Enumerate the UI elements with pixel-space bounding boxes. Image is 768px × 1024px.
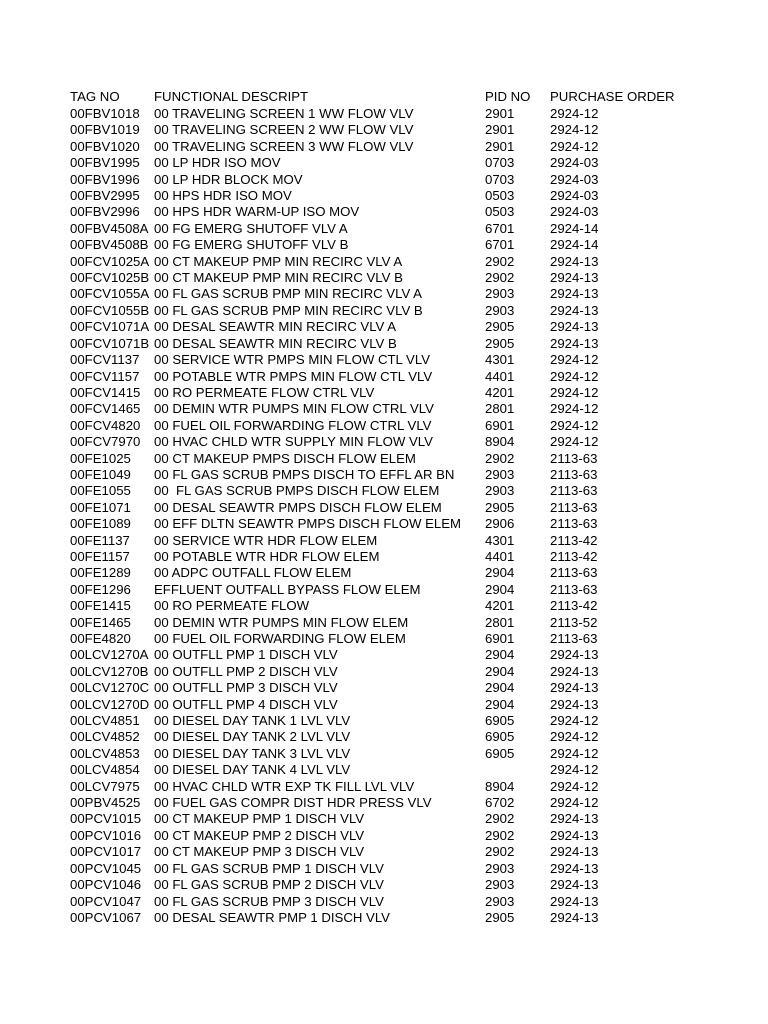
tag-no-cell: 00FE1296 xyxy=(70,581,131,597)
tag-no-cell: 00LCV1270C xyxy=(70,680,150,696)
pid-no-cell: 2903 xyxy=(485,877,515,893)
purchase-order-cell: 2113-63 xyxy=(550,450,598,466)
functional-descript-cell: 00 OUTFLL PMP 4 DISCH VLV xyxy=(154,696,338,712)
functional-descript-cell: 00 DEMIN WTR PUMPS MIN FLOW ELEM xyxy=(154,614,409,630)
tag-no-cell: 00FCV1157 xyxy=(70,368,140,384)
pid-no-cell: 4401 xyxy=(485,548,515,564)
instrument-table xyxy=(70,89,690,926)
purchase-order-cell: 2924-12 xyxy=(550,778,599,794)
tag-no-cell: 00FCV1071A xyxy=(70,319,150,335)
table-row xyxy=(70,369,690,385)
functional-descript-cell: 00 FUEL GAS COMPR DIST HDR PRESS VLV xyxy=(154,795,432,811)
table-row xyxy=(70,713,690,729)
table-row xyxy=(70,746,690,762)
functional-descript-cell: 00 FUEL OIL FORWARDING FLOW ELEM xyxy=(154,631,406,646)
tag-no-cell: 00LCV4852 xyxy=(70,729,140,745)
tag-no-cell: 00FE1049 xyxy=(70,466,131,482)
table-row xyxy=(70,910,690,926)
table-row xyxy=(70,516,690,532)
functional-descript-cell: 00 HVAC CHLD WTR SUPPLY MIN FLOW VLV xyxy=(154,434,433,450)
table-row xyxy=(70,122,690,138)
pid-no-cell: 8904 xyxy=(485,778,515,794)
purchase-order-cell: 2924-12 xyxy=(550,106,599,121)
pid-no-cell: 2904 xyxy=(485,565,515,581)
purchase-order-cell: 2924-13 xyxy=(550,647,599,663)
pid-no-cell: 6701 xyxy=(485,237,515,253)
purchase-order-cell: 2924-03 xyxy=(550,188,599,204)
pid-no-cell: 2905 xyxy=(485,499,515,515)
table-row xyxy=(70,680,690,696)
purchase-order-cell: 2924-14 xyxy=(550,220,599,236)
pid-no-cell: 6901 xyxy=(485,631,515,646)
table-row xyxy=(70,500,690,516)
table-row xyxy=(70,188,690,204)
pid-no-cell: 2902 xyxy=(485,844,515,860)
tag-no-cell: 00FBV1020 xyxy=(70,138,140,154)
tag-no-cell: 00FCV1071B xyxy=(70,335,150,351)
pid-no-cell: 2905 xyxy=(485,319,515,335)
table-row xyxy=(70,467,690,483)
functional-descript-cell: 00 HVAC CHLD WTR EXP TK FILL LVL VLV xyxy=(154,778,415,794)
purchase-order-cell: 2924-12 xyxy=(550,401,599,417)
pid-no-cell: 0703 xyxy=(485,171,515,187)
purchase-order-cell: 2924-12 xyxy=(550,713,599,729)
table-row xyxy=(70,286,690,302)
purchase-order-cell: 2113-63 xyxy=(550,466,598,482)
functional-descript-cell: EFFLUENT OUTFALL BYPASS FLOW ELEM xyxy=(154,581,421,597)
functional-descript-cell: 00 FG EMERG SHUTOFF VLV A xyxy=(154,220,348,236)
spreadsheet-page xyxy=(70,89,690,926)
pid-no-cell: 2901 xyxy=(485,122,515,138)
purchase-order-cell: 2924-13 xyxy=(550,335,599,351)
pid-no-cell: 4401 xyxy=(485,368,515,384)
tag-no-cell: 00PCV1017 xyxy=(70,844,142,860)
purchase-order-cell: 2113-63 xyxy=(550,483,598,499)
functional-descript-cell: 00 HPS HDR ISO MOV xyxy=(154,188,292,204)
table-row xyxy=(70,664,690,680)
tag-no-cell: 00PCV1016 xyxy=(70,827,142,843)
pid-no-cell: 2902 xyxy=(485,811,515,827)
tag-no-cell: 00FE1025 xyxy=(70,450,131,466)
functional-descript-cell: 00 FL GAS SCRUB PMP 3 DISCH VLV xyxy=(154,893,384,909)
functional-descript-cell: 00 FG EMERG SHUTOFF VLV B xyxy=(154,237,349,253)
pid-no-cell: 2903 xyxy=(485,466,515,482)
functional-descript-cell: 00 DIESEL DAY TANK 1 LVL VLV xyxy=(154,713,351,729)
purchase-order-cell: 2924-12 xyxy=(550,729,599,745)
purchase-order-cell: 2924-13 xyxy=(550,286,599,302)
tag-no-cell: 00FBV1018 xyxy=(70,106,140,121)
table-row xyxy=(70,844,690,860)
functional-descript-cell: 00 FL GAS SCRUB PMP 1 DISCH VLV xyxy=(154,860,384,876)
table-row xyxy=(70,401,690,417)
purchase-order-cell: 2924-14 xyxy=(550,237,599,253)
purchase-order-cell: 2924-12 xyxy=(550,417,599,433)
tag-no-cell: 00PCV1046 xyxy=(70,877,142,893)
functional-descript-cell: 00 OUTFLL PMP 3 DISCH VLV xyxy=(154,680,338,696)
purchase-order-cell: 2924-13 xyxy=(550,319,599,335)
purchase-order-cell: 2924-13 xyxy=(550,270,599,286)
table-row xyxy=(70,434,690,450)
tag-no-cell: 00FCV1137 xyxy=(70,352,140,368)
tag-no-cell: 00FCV1055A xyxy=(70,286,150,302)
functional-descript-cell: 00 SERVICE WTR HDR FLOW ELEM xyxy=(154,532,378,548)
pid-no-cell: 4201 xyxy=(485,384,515,400)
tag-no-cell: 00FE1415 xyxy=(70,598,131,614)
purchase-order-cell: 2113-52 xyxy=(550,614,598,630)
tag-no-cell: 00FBV1996 xyxy=(70,171,140,187)
tag-no-cell: 00FCV4820 xyxy=(70,417,141,433)
pid-no-cell: 4301 xyxy=(485,352,515,368)
tag-no-cell: 00FCV1025A xyxy=(70,253,150,269)
pid-no-cell: 0703 xyxy=(485,155,515,171)
purchase-order-cell: 2113-42 xyxy=(550,532,598,548)
tag-no-cell: 00PCV1067 xyxy=(70,909,142,925)
pid-no-cell: 0503 xyxy=(485,188,515,204)
purchase-order-cell: 2113-42 xyxy=(550,548,598,564)
purchase-order-cell: 2924-13 xyxy=(550,909,599,925)
table-row xyxy=(70,204,690,220)
table-row xyxy=(70,811,690,827)
functional-descript-cell: 00 TRAVELING SCREEN 2 WW FLOW VLV xyxy=(154,122,414,138)
pid-no-cell: 4301 xyxy=(485,532,515,548)
pid-no-cell: 2902 xyxy=(485,827,515,843)
table-row xyxy=(70,795,690,811)
tag-no-cell: 00FCV1465 xyxy=(70,401,141,417)
table-row xyxy=(70,336,690,352)
functional-descript-cell: 00 DIESEL DAY TANK 4 LVL VLV xyxy=(154,762,351,778)
tag-no-cell: 00FE1089 xyxy=(70,516,131,532)
functional-descript-cell: 00 ADPC OUTFALL FLOW ELEM xyxy=(154,565,352,581)
pid-no-cell: 2906 xyxy=(485,516,515,532)
tag-no-cell: 00FBV1019 xyxy=(70,122,140,138)
tag-no-cell: 00PBV4525 xyxy=(70,795,141,811)
table-row xyxy=(70,615,690,631)
tag-no-cell: 00LCV1270B xyxy=(70,663,149,679)
purchase-order-cell: 2113-63 xyxy=(550,516,598,532)
tag-no-cell: 00FBV2995 xyxy=(70,188,140,204)
pid-no-cell: 6901 xyxy=(485,417,515,433)
pid-no-cell: 2903 xyxy=(485,860,515,876)
functional-descript-cell: 00 CT MAKEUP PMP 2 DISCH VLV xyxy=(154,827,365,843)
functional-descript-cell: 00 DESAL SEAWTR PMP 1 DISCH VLV xyxy=(154,909,390,925)
purchase-order-cell: 2924-12 xyxy=(550,762,599,778)
pid-no-cell: 2903 xyxy=(485,893,515,909)
purchase-order-cell: 2924-13 xyxy=(550,302,599,318)
pid-no-cell: 8904 xyxy=(485,434,515,450)
purchase-order-cell: 2113-63 xyxy=(550,499,598,515)
functional-descript-cell: 00 FL GAS SCRUB PMP 2 DISCH VLV xyxy=(154,877,384,893)
functional-descript-cell: 00 TRAVELING SCREEN 3 WW FLOW VLV xyxy=(154,138,414,154)
tag-no-cell: 00LCV1270A xyxy=(70,647,149,663)
table-row xyxy=(70,483,690,499)
tag-no-cell: 00LCV4854 xyxy=(70,762,140,778)
table-row xyxy=(70,385,690,401)
table-row xyxy=(70,828,690,844)
functional-descript-cell: 00 DESAL SEAWTR MIN RECIRC VLV A xyxy=(154,319,397,335)
table-row xyxy=(70,565,690,581)
purchase-order-cell: 2924-13 xyxy=(550,811,599,827)
table-row xyxy=(70,254,690,270)
purchase-order-cell: 2924-13 xyxy=(550,696,599,712)
purchase-order-cell: 2924-12 xyxy=(550,122,599,138)
functional-descript-cell: 00 DIESEL DAY TANK 3 LVL VLV xyxy=(154,745,351,761)
table-row xyxy=(70,221,690,237)
purchase-order-cell: 2924-13 xyxy=(550,844,599,860)
tag-no-cell: 00FE1137 xyxy=(70,532,130,548)
functional-descript-cell: 00 SERVICE WTR PMPS MIN FLOW CTL VLV xyxy=(154,352,431,368)
purchase-order-cell: 2924-03 xyxy=(550,155,599,171)
purchase-order-cell: 2113-63 xyxy=(550,581,598,597)
tag-no-cell: 00FCV1055B xyxy=(70,302,150,318)
functional-descript-cell: 00 DESAL SEAWTR MIN RECIRC VLV B xyxy=(154,335,397,351)
table-row xyxy=(70,352,690,368)
tag-no-cell: 00FE1465 xyxy=(70,614,131,630)
functional-descript-cell: 00 EFF DLTN SEAWTR PMPS DISCH FLOW ELEM xyxy=(154,516,462,532)
purchase-order-cell: 2924-13 xyxy=(550,827,599,843)
functional-descript-cell: 00 FL GAS SCRUB PMP MIN RECIRC VLV B xyxy=(154,302,423,318)
tag-no-cell: 00FE1289 xyxy=(70,565,131,581)
tag-no-cell: 00FE1055 xyxy=(70,483,131,499)
functional-descript-cell: 00 OUTFLL PMP 1 DISCH VLV xyxy=(154,647,338,663)
pid-no-cell: 2903 xyxy=(485,286,515,302)
pid-no-cell: 6905 xyxy=(485,729,515,745)
purchase-order-cell: 2924-12 xyxy=(550,795,599,811)
pid-no-cell: 2901 xyxy=(485,106,515,121)
pid-no-cell: 2903 xyxy=(485,483,515,499)
purchase-order-cell: 2924-03 xyxy=(550,171,599,187)
table-row xyxy=(70,598,690,614)
header-tag-no: TAG NO xyxy=(70,89,120,104)
table-row xyxy=(70,106,690,122)
table-row xyxy=(70,451,690,467)
tag-no-cell: 00PCV1045 xyxy=(70,860,142,876)
tag-no-cell: 00FBV1995 xyxy=(70,155,140,171)
functional-descript-cell: 00 DIESEL DAY TANK 2 LVL VLV xyxy=(154,729,351,745)
pid-no-cell: 2901 xyxy=(485,138,515,154)
header-functional-descript: FUNCTIONAL DESCRIPT xyxy=(154,89,309,104)
purchase-order-cell: 2924-12 xyxy=(550,352,599,368)
table-row xyxy=(70,894,690,910)
tag-no-cell: 00FCV7970 xyxy=(70,434,141,450)
table-row xyxy=(70,533,690,549)
pid-no-cell: 2801 xyxy=(485,401,515,417)
functional-descript-cell: 00 CT MAKEUP PMP MIN RECIRC VLV A xyxy=(154,253,403,269)
tag-no-cell: 00FE1071 xyxy=(70,499,131,515)
functional-descript-cell: 00 HPS HDR WARM-UP ISO MOV xyxy=(154,204,360,220)
functional-descript-cell: 00 CT MAKEUP PMPS DISCH FLOW ELEM xyxy=(154,450,416,466)
table-row xyxy=(70,155,690,171)
table-row xyxy=(70,729,690,745)
table-row xyxy=(70,762,690,778)
table-row xyxy=(70,697,690,713)
pid-no-cell: 2904 xyxy=(485,581,515,597)
table-row xyxy=(70,861,690,877)
tag-no-cell: 00LCV7975 xyxy=(70,778,140,794)
pid-no-cell: 6702 xyxy=(485,795,515,811)
purchase-order-cell: 2924-13 xyxy=(550,253,599,269)
functional-descript-cell: 00 POTABLE WTR HDR FLOW ELEM xyxy=(154,548,380,564)
purchase-order-cell: 2924-12 xyxy=(550,138,599,154)
table-row xyxy=(70,582,690,598)
purchase-order-cell: 2113-63 xyxy=(550,565,598,581)
purchase-order-cell: 2924-12 xyxy=(550,384,599,400)
purchase-order-cell: 2924-13 xyxy=(550,893,599,909)
tag-no-cell: 00LCV1270D xyxy=(70,696,150,712)
pid-no-cell: 4201 xyxy=(485,598,515,614)
pid-no-cell: 6905 xyxy=(485,713,515,729)
tag-no-cell: 00FE4820 xyxy=(70,631,131,646)
header-pid-no: PID NO xyxy=(485,89,531,104)
table-row xyxy=(70,779,690,795)
purchase-order-cell: 2924-13 xyxy=(550,860,599,876)
functional-descript-cell: 00 FUEL OIL FORWARDING FLOW CTRL VLV xyxy=(154,417,432,433)
tag-no-cell: 00LCV4851 xyxy=(70,713,140,729)
tag-no-cell: 00FBV2996 xyxy=(70,204,140,220)
table-row xyxy=(70,139,690,155)
pid-no-cell: 2801 xyxy=(485,614,515,630)
purchase-order-cell: 2113-42 xyxy=(550,598,598,614)
functional-descript-cell: 00 FL GAS SCRUB PMP MIN RECIRC VLV A xyxy=(154,286,422,302)
pid-no-cell: 2905 xyxy=(485,909,515,925)
table-row xyxy=(70,270,690,286)
tag-no-cell: 00FE1157 xyxy=(70,548,130,564)
functional-descript-cell: 00 CT MAKEUP PMP 1 DISCH VLV xyxy=(154,811,365,827)
tag-no-cell: 00LCV4853 xyxy=(70,745,140,761)
header-purchase-order: PURCHASE ORDER xyxy=(550,89,675,104)
pid-no-cell xyxy=(485,762,550,778)
purchase-order-cell: 2924-12 xyxy=(550,368,599,384)
functional-descript-cell: 00 CT MAKEUP PMP MIN RECIRC VLV B xyxy=(154,270,403,286)
pid-no-cell: 2904 xyxy=(485,663,515,679)
pid-no-cell: 2905 xyxy=(485,335,515,351)
functional-descript-cell: 00 RO PERMEATE FLOW xyxy=(154,598,310,614)
tag-no-cell: 00PCV1015 xyxy=(70,811,142,827)
functional-descript-cell: 00 POTABLE WTR PMPS MIN FLOW CTL VLV xyxy=(154,368,433,384)
table-row xyxy=(70,549,690,565)
functional-descript-cell: 00 FL GAS SCRUB PMPS DISCH TO EFFL AR BN xyxy=(154,466,455,482)
table-row xyxy=(70,631,690,647)
pid-no-cell: 2902 xyxy=(485,270,515,286)
pid-no-cell: 2904 xyxy=(485,680,515,696)
purchase-order-cell: 2924-12 xyxy=(550,434,599,450)
tag-no-cell: 00PCV1047 xyxy=(70,893,142,909)
purchase-order-cell: 2924-12 xyxy=(550,745,599,761)
header-row xyxy=(70,89,690,106)
purchase-order-cell: 2924-13 xyxy=(550,877,599,893)
tag-no-cell: 00FCV1025B xyxy=(70,270,150,286)
tag-no-cell: 00FBV4508B xyxy=(70,237,149,253)
table-row xyxy=(70,418,690,434)
functional-descript-cell: 00 OUTFLL PMP 2 DISCH VLV xyxy=(154,663,338,679)
pid-no-cell: 2903 xyxy=(485,302,515,318)
table-row xyxy=(70,237,690,253)
functional-descript-cell: 00 CT MAKEUP PMP 3 DISCH VLV xyxy=(154,844,365,860)
pid-no-cell: 6701 xyxy=(485,220,515,236)
functional-descript-cell: 00 DEMIN WTR PUMPS MIN FLOW CTRL VLV xyxy=(154,401,434,417)
table-row xyxy=(70,172,690,188)
functional-descript-cell: 00 TRAVELING SCREEN 1 WW FLOW VLV xyxy=(154,106,414,121)
pid-no-cell: 0503 xyxy=(485,204,515,220)
functional-descript-cell: 00 LP HDR BLOCK MOV xyxy=(154,171,303,187)
pid-no-cell: 2902 xyxy=(485,253,515,269)
table-row xyxy=(70,877,690,893)
tag-no-cell: 00FCV1415 xyxy=(70,384,141,400)
pid-no-cell: 6905 xyxy=(485,745,515,761)
functional-descript-cell: 00 FL GAS SCRUB PMPS DISCH FLOW ELEM xyxy=(154,483,440,499)
pid-no-cell: 2904 xyxy=(485,647,515,663)
table-row xyxy=(70,319,690,335)
functional-descript-cell: 00 DESAL SEAWTR PMPS DISCH FLOW ELEM xyxy=(154,499,442,515)
purchase-order-cell: 2924-13 xyxy=(550,680,599,696)
purchase-order-cell: 2924-13 xyxy=(550,663,599,679)
table-row xyxy=(70,647,690,663)
table-row xyxy=(70,303,690,319)
functional-descript-cell: 00 LP HDR ISO MOV xyxy=(154,155,281,171)
pid-no-cell: 2904 xyxy=(485,696,515,712)
pid-no-cell: 2902 xyxy=(485,450,515,466)
functional-descript-cell: 00 RO PERMEATE FLOW CTRL VLV xyxy=(154,384,375,400)
purchase-order-cell: 2924-03 xyxy=(550,204,599,220)
tag-no-cell: 00FBV4508A xyxy=(70,220,149,236)
purchase-order-cell: 2113-63 xyxy=(550,631,598,646)
